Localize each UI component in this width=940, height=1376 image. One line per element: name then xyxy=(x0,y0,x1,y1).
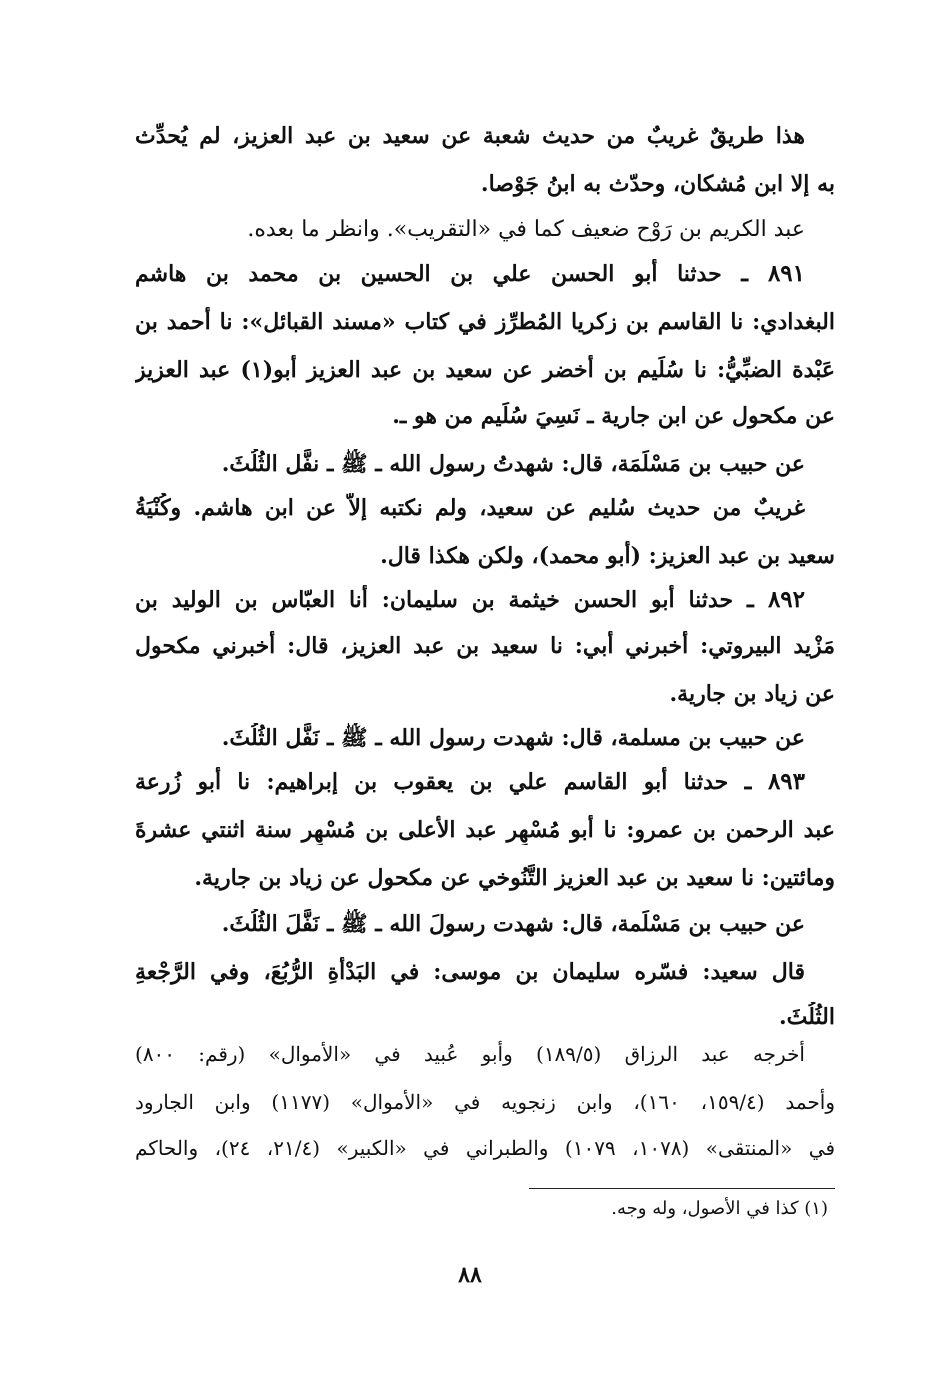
text-line: ومائتين: نا سعيد بن عبد العزيز التَّنُوخي عن مكحول عن زياد بن جارية. xyxy=(194,865,835,891)
text-line: حدثنا أبو الحسن علي بن الحسين بن محمد بن هاشم xyxy=(135,261,722,287)
hadith-number: ٨٩٢ ـ xyxy=(746,586,805,613)
hadith-number: ٨٩٣ ـ xyxy=(744,768,805,795)
text-line: الثُلُثَ. xyxy=(779,1004,835,1030)
text-line: عبد الرحمن بن عمرو: نا أبو مُسْهِر عبد الأعلى بن مُسْهِر سنة اثنتي عشرةَ xyxy=(135,817,835,843)
text-line: مَزْيد البيروتي: أخبرني أبي: نا سعيد بن عبد العزيز، قال: أخبرني مكحول xyxy=(135,633,835,659)
text-line: به إلا ابن مُشكان، وحدّث به ابنُ جَوْصا. xyxy=(480,171,835,197)
text-line: البغدادي: نا القاسم بن زكريا المُطرِّز في كتاب «مسند القبائل»: نا أحمد بن xyxy=(135,309,835,335)
hadith-893-first-line xyxy=(135,767,805,797)
text-line: عن مكحول عن ابن جارية ـ نَسِيَ سُلَيم من هو ـ. xyxy=(392,403,835,429)
text-line: حدثنا أبو القاسم علي بن يعقوب بن إبراهيم: نا أبو زُرعة xyxy=(135,769,729,795)
page-number: ٨٨ xyxy=(458,1262,482,1288)
text-line: قال سعيد: فسّره سليمان بن موسى: في البَدْأَةِ الرُّبُعَ، وفي الرَّجْعةِ xyxy=(135,959,805,985)
text-line: هذا طريقٌ غريبٌ من حديث شعبة عن سعيد بن عبد العزيز، لم يُحدِّث xyxy=(135,123,805,149)
footnote-divider xyxy=(529,1188,835,1189)
text-line: سعيد بن عبد العزيز: (أبو محمد)، ولكن هكذا قال. xyxy=(380,543,835,569)
text-line: عن حبيب بن مَسْلَمَة، قال: شهدتُ رسول الله ـ ﷺ ـ نفَّل الثُلُثَ. xyxy=(221,451,805,477)
text-line: أخرجه عبد الرزاق (١٨٩/٥) وأبو عُبيد في «الأموال» (رقم: ٨٠٠) xyxy=(135,1042,805,1066)
text-line: عن حبيب بن مسلمة، قال: شهدت رسول الله ـ ﷺ ـ نَفَّل الثُلُثَ. xyxy=(221,725,805,751)
hadith-number: ٨٩١ ـ xyxy=(741,260,805,287)
text-line: عن زياد بن جارية. xyxy=(669,681,835,707)
footnote: (١) كذا في الأصول، وله وجه. xyxy=(611,1198,828,1219)
text-line: حدثنا أبو الحسن خيثمة بن سليمان: أنا العبّاس بن الوليد بن xyxy=(135,587,734,613)
text-line: وأحمد (١٥٩/٤، ١٦٠)، وابن زنجويه في «الأموال» (١١٧٧) وابن الجارود xyxy=(135,1090,835,1114)
text-line: عن حبيب بن مَسْلَمة، قال: شهدت رسولَ الله ـ ﷺ ـ نَفَّلَ الثُلُثَ. xyxy=(221,911,805,937)
text-line: عَبْدة الضبِّيُّ: نا سُلَيم بن أخضر عن سعيد بن عبد العزيز أبو(١) عبد العزيز xyxy=(135,357,835,383)
hadith-891-first-line xyxy=(135,259,805,289)
text-line: في «المنتقى» (١٠٧٨، ١٠٧٩) والطبراني في «الكبير» (٢١/٤، ٢٤)، والحاكم xyxy=(135,1136,835,1160)
hadith-892-first-line xyxy=(135,585,805,615)
text-line: غريبٌ من حديث سُليم عن سعيد، ولم نكتبه إلاّ عن ابن هاشم. وكُنْيَةُ xyxy=(135,495,805,521)
text-line: عبد الكريم بن رَوْح ضعيف كما في «التقريب». وانظر ما بعده. xyxy=(247,217,805,242)
